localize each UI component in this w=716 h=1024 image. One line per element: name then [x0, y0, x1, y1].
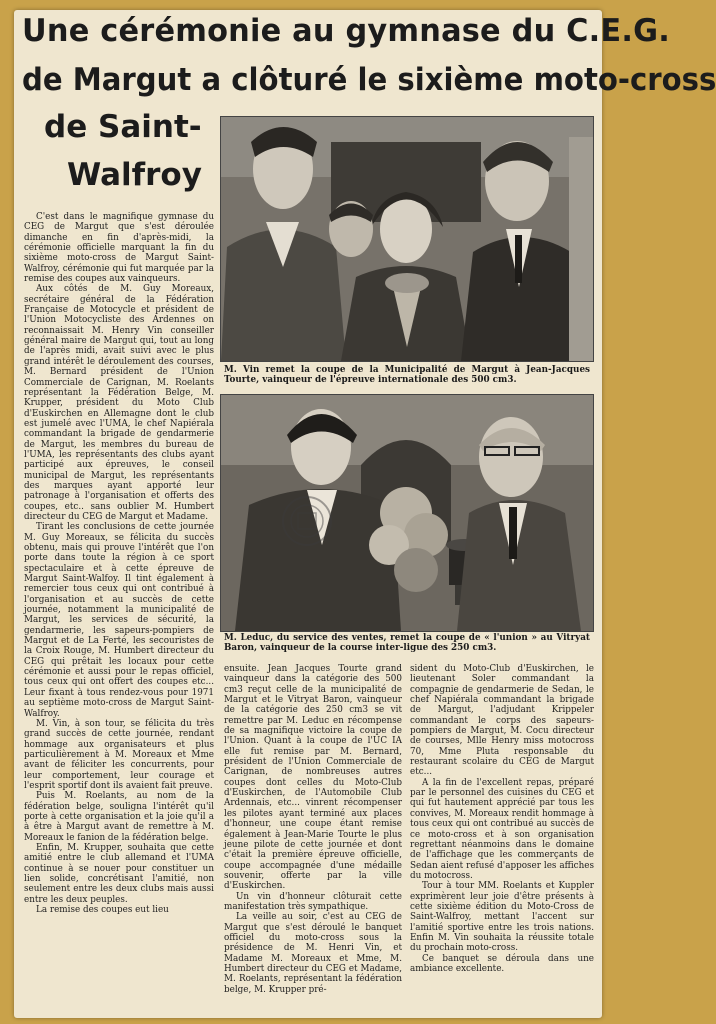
headline-line-2: de Margut a clôturé le sixième moto-cross [22, 62, 716, 98]
headline-line-1: Une cérémonie au gymnase du C.E.G. [22, 13, 670, 49]
paragraph: Ce banquet se déroula dans une ambiance excellente. [410, 953, 594, 974]
paragraph: Tirant les conclusions de cette journée M. Guy Moreaux, se félicita du succès obtenu, mais qui prouve l'intérêt que l'on porte dans toute la région à ce sport spectaculaire et à cette épreuve de Margut Saint-Walfoy. Il tint également à remercier tous ceux qui ont contribué à l'organisation et au succès de cette journée, notamment la municipalité de Margut, les services de sécurité, la gendarmerie, les sapeurs-pompiers de Margut et de La Ferté, les secouristes de la Croix Rouge, M. Humbert directeur du CEG qui prêtait les locaux pour cette cérémonie et aussi pour le repas officiel, tous ceux qui ont offert des coupes etc... Leur fixant à tous rendez-vous pour 1971 au septième moto-cross de Margut Saint-Walfroy. [24, 522, 214, 719]
paragraph: La remise des coupes eut lieu [36, 905, 169, 916]
headline-line-3: de Saint- [44, 109, 202, 145]
paragraph: C'est dans le magnifique gymnase du CEG de Margut que s'est déroulée dimanche en fin d'après-midi, la cérémonie officielle marquant la fin du sixième moto-cross de Margut Saint-Walfroy, cérémonie qui fut marquée par la remise des coupes aux vainqueurs. [24, 212, 214, 285]
paragraph: Un vin d'honneur clôturait cette manifestation très sympathique. [224, 891, 402, 912]
paragraph: Tour à tour MM. Roelants et Kuppler exprimèrent leur joie d'être présents à cette sixième édition du Moto-Cross de Saint-Walfroy, mettant l'accent sur l'amitié sportive entre les trois nations. Enfin M. Vin souhaita la réussite totale du prochain moto-cross. [410, 881, 594, 954]
photo-caption-2: M. Leduc, du service des ventes, remet la coupe de « l'union » au Vitryat Baron, vainqueur de la course inter-ligue des 250 cm3. [224, 633, 590, 653]
photo-caption-1: M. Vin remet la coupe de la Municipalité de Margut à Jean-Jacques Tourte, vainqueur de l'épreuve internationale des 500 cm3. [224, 365, 590, 385]
article-column-2 [224, 664, 402, 1014]
paragraph: Aux côtés de M. Guy Moreaux, secrétaire général de la Fédération Française de Motocycle et président de l'Union Motocycliste des Ardennes on reconnaissait M. Henry Vin conseiller général maire de Margut qui, tout au long de l'après midi, avait suivi avec le plus grand intérêt le déroulement des courses, M. Bernard président de l'Union Commerciale de Carignan, M. Roelants représentant la Fédération Belge, M. Krupper, président du Moto Club d'Euskirchen en Allemagne dont le club est jumelé avec l'UMA, le chef Napiérala commandant la brigade de gendarmerie de Margut, les membres du bureau de l'UMA, les représentants des clubs ayant participé aux épreuves, le conseil municipal de Margut, les représentants des marques ayant apporté leur patronage à l'organisation et offerts des coupes, etc.. sans oublier M. Humbert directeur du CEG de Margut et Madame. [24, 284, 214, 522]
library-stamp-icon [272, 493, 342, 549]
paragraph: sident du Moto-Club d'Euskirchen, le lieutenant Soler commandant la compagnie de gendarmerie de Sedan, le chef Napiérala commandant la brigade de Margut, l'adjudant Krippeler commandant le corps des sapeurs-pompiers de Margut, M. Cocu directeur de courses, Mlle Henry miss motocross 70, Mme Pluta responsable du restaurant scolaire du CEG de Margut etc... [410, 664, 594, 778]
paragraph: La veille au soir, c'est au CEG de Margut que s'est déroulé le banquet officiel du moto-cross sous la présidence de M. Henri Vin, et Madame M. Moreaux et Mme, M. Humbert directeur du CEG et Madame, M. Roelants, représentant la fédération belge, M. Krupper pré- [224, 912, 402, 995]
article-column-3 [410, 664, 594, 1014]
headline-line-4: Walfroy [67, 157, 202, 193]
paragraph: Enfin, M. Krupper, souhaita que cette amitié entre le club allemand et l'UMA continue à se nouer pour constituer un lien solide, concrétisant l'amitié, non seulement entre les deux clubs mais aussi entre les deux peuples. [24, 842, 214, 905]
newspaper-clipping [14, 10, 716, 1018]
paragraph: Puis M. Roelants, au nom de la fédération belge, souligna l'intérêt qu'il porte à cette organisation et la joie qu'il a à être à Margut avant de remettre à M. Moreaux le fanion de la fédération belge. [24, 791, 214, 843]
paragraph: A la fin de l'excellent repas, préparé par le personnel des cuisines du CEG et qui fut hautement apprécié par tous les convives, M. Moreaux rendit hommage à tous ceux qui ont contribué au succès de ce moto-cross et à son organisation regrettant néanmoins dans le domaine de l'affichage que les commerçants de Sedan aient refusé d'apposer les affiches du motocross. [410, 777, 594, 881]
paragraph: ensuite. Jean Jacques Tourte grand vainqueur dans la catégorie des 500 cm3 reçut celle de la municipalité de Margut et le Vitryat Baron, vainqueur de la catégorie des 250 cm3 se vit remettre par M. Leduc en récompense de sa magnifique victoire la coupe de l'Union. Quant à la coupe de l'UC IA elle fut remise par M. Bernard, président de l'Union Commerciale de Carignan, de nombreuses autres coupes dont celles du Moto-Club d'Euskirchen, de l'Automobile Club Ardennais, etc... vinrent récompenser les pilotes ayant terminé aux places d'honneur, une coupe étant remise également à Jean-Marie Tourte le plus jeune pilote de cette journée et dont c'était la première épreuve officielle, coupe accompagnée d'une médaille souvenir, offerte par la ville d'Euskirchen. [224, 664, 402, 892]
photo-trophy-presentation-500cc [220, 116, 594, 362]
article-column-1 [24, 212, 214, 1010]
paragraph: M. Vin, à son tour, se félicita du très grand succès de cette journée, rendant hommage aux organisateurs et plus particulièrement à M. Moreaux et Mme avant de féliciter les concurrents, pour leur comportement, leur courage et l'esprit sportif dont ils avaient fait preuve. [24, 718, 214, 791]
